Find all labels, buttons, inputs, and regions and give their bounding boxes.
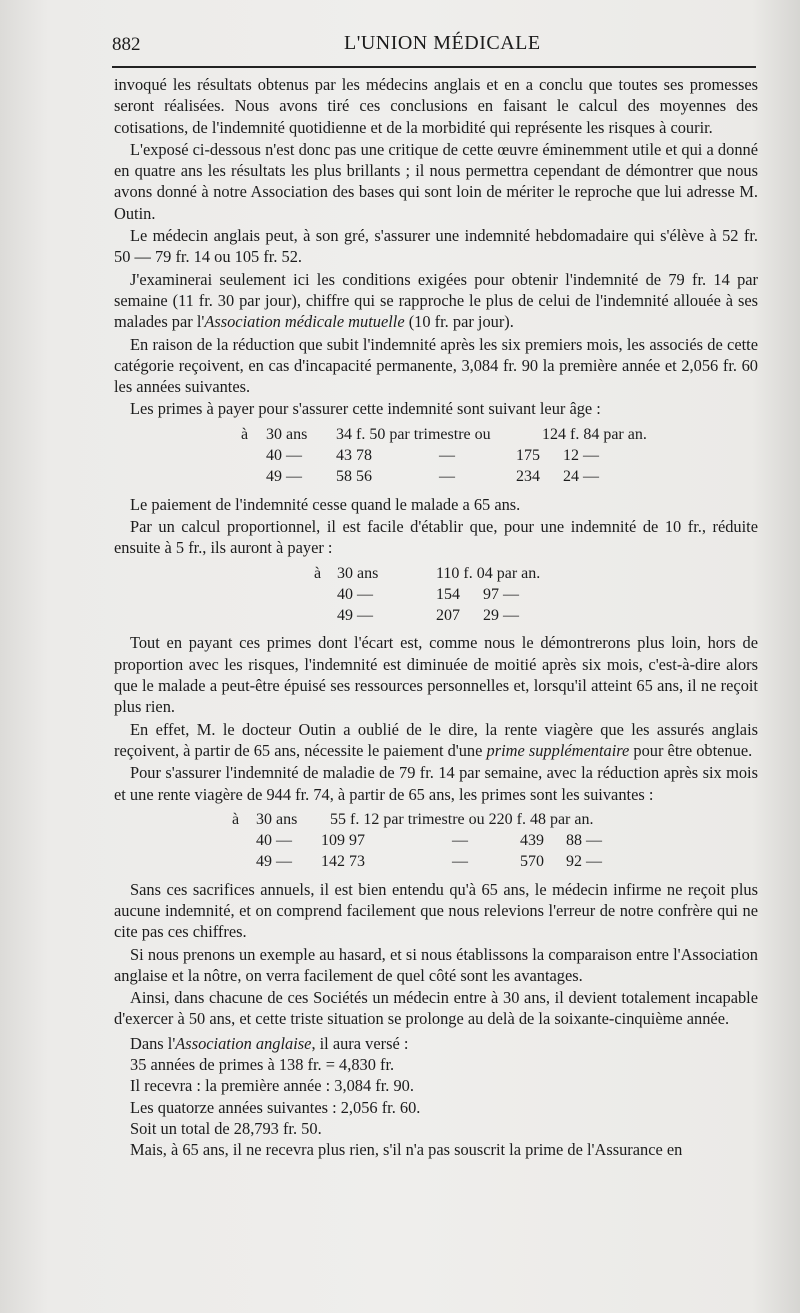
paragraph: Ainsi, dans chacune de ces Sociétés un médecin entre à 30 ans, il devient totalement incapable d'exercer à 50 ans, et cette triste situation se prolonge au delà de la soixante-cinquième année. <box>114 988 758 1029</box>
table-cell: — <box>439 447 455 465</box>
table-cell: — <box>452 853 468 871</box>
table-cell: 40 — <box>337 585 373 603</box>
paragraph: Les primes à payer pour s'assurer cette indemnité sont suivant leur âge : <box>130 399 601 419</box>
table-cell: 234 <box>516 468 540 486</box>
table-cell: — <box>452 832 468 850</box>
list-item <box>114 1033 758 1054</box>
table-row <box>114 851 758 872</box>
paragraph: Par un calcul proportionnel, il est facile d'établir que, pour une indemnité de 10 fr., réduite ensuite à 5 fr., ils auront à payer : <box>114 516 758 558</box>
running-header <box>112 30 758 58</box>
table-cell: 97 — <box>483 585 519 603</box>
table-cell: à <box>241 425 249 443</box>
table-cell: 92 — <box>566 853 602 871</box>
table-cell: 34 f. 50 par trimestre ou <box>336 425 491 443</box>
table-row <box>114 424 758 445</box>
table-cell: 49 — <box>266 468 302 486</box>
premium-table-2 <box>114 563 758 627</box>
journal-title: L'UNION MÉDICALE <box>344 32 541 54</box>
italic-text: prime supplémentaire <box>486 740 630 760</box>
table-row <box>114 605 758 626</box>
table-cell: 49 — <box>256 853 292 871</box>
paragraph <box>114 719 758 762</box>
list-item: Mais, à 65 ans, il ne recevra plus rien, s'il n'a pas souscrit la prime de l'Assurance en <box>130 1140 683 1160</box>
paragraph: Le paiement de l'indemnité cesse quand le malade a 65 ans. <box>130 494 521 514</box>
table-row <box>114 830 758 851</box>
page-number: 882 <box>112 34 141 55</box>
table-cell: 55 f. 12 par trimestre ou 220 f. 48 par an. <box>330 810 594 828</box>
paragraph-text: (10 fr. par jour). <box>404 312 514 332</box>
table-cell: à <box>232 810 240 828</box>
paragraph: L'exposé ci-dessous n'est donc pas une critique de cette œuvre éminemment utile et qui a donné en quatre ans les résultats les plus brillants ; il nous permettra cependant de démontrer que nous avons donné à notre Association des bases qui sont loin de mériter le reproche que lui adresse M. Outin. <box>114 139 758 223</box>
table-row <box>114 466 758 487</box>
table-cell: 142 73 <box>321 853 365 871</box>
table-cell: 109 97 <box>321 832 365 850</box>
comparison-list <box>114 1033 758 1161</box>
table-cell: 439 <box>520 832 544 850</box>
paragraph-text: J'examinerai seulement ici les conditions exigées pour obtenir l'indemnité de 79 fr. 14 par semaine (11 fr. 30 par jour), chiffre qui se rapproche le plus de celui de l'indemnité allouée à ses malades par l' <box>114 269 758 332</box>
paragraph: Sans ces sacrifices annuels, il est bien entendu qu'à 65 ans, le médecin infirme ne reçoit plus aucune indemnité, et on comprend facilement que nous relevions l'erreur de notre confrère qui ne cite pas ces chiffres. <box>114 879 758 942</box>
paragraph: Tout en payant ces primes dont l'écart est, comme nous le démontrerons plus loin, hors de proportion avec les risques, l'indemnité est diminuée de moitié après six mois, c'est-à-dire alors que le malade a peut-être épuisé ses ressources personnelles et, lorsqu'il atteint 65 ans, il ne reçoit plus rien. <box>114 633 758 717</box>
article-body <box>114 74 758 1161</box>
table-row <box>114 445 758 466</box>
table-row <box>114 563 758 584</box>
table-cell: 24 — <box>563 468 599 486</box>
table-cell: 154 <box>436 585 460 603</box>
table-cell: 12 — <box>563 447 599 465</box>
table-cell: 49 — <box>337 607 373 625</box>
table-cell: 124 f. 84 par an. <box>542 425 647 443</box>
paragraph: Si nous prenons un exemple au hasard, et si nous établissons la comparaison entre l'Association anglaise et la nôtre, on verra facilement de quel côté sont les avantages. <box>114 944 758 985</box>
table-cell: 30 ans <box>266 425 308 443</box>
list-item: Les quatorze années suivantes : 2,056 fr. 60. <box>130 1097 421 1117</box>
list-text: Dans l' <box>130 1033 176 1053</box>
italic-text: Association anglaise <box>175 1033 312 1053</box>
table-cell: 43 78 <box>336 447 372 465</box>
table-cell: 570 <box>520 853 544 871</box>
list-text: , il aura versé : <box>311 1033 409 1053</box>
table-cell: 58 56 <box>336 468 372 486</box>
list-item: 35 années de primes à 138 fr. = 4,830 fr. <box>130 1055 395 1075</box>
premium-table-3 <box>114 809 758 873</box>
table-cell: 110 f. 04 par an. <box>436 564 541 582</box>
header-rule <box>112 66 756 68</box>
paragraph: Pour s'assurer l'indemnité de maladie de 79 fr. 14 par semaine, avec la réduction après six mois et une rente viagère de 944 fr. 74, à partir de 65 ans, les primes sont les suivantes : <box>114 763 758 804</box>
table-cell: 40 — <box>266 447 302 465</box>
table-cell: 175 <box>516 447 540 465</box>
paragraph: invoqué les résultats obtenus par les médecins anglais et en a conclu que toutes ses promesses seront réalisées. Nous avons tiré ces conclusions en faisant le calcul des moyennes des cotisations, de l'indemnité quotidienne et de la morbidité qui représente les risques à courir. <box>114 75 758 137</box>
table-cell: 29 — <box>483 607 519 625</box>
table-cell: 207 <box>436 607 460 625</box>
italic-text: Association médicale mutuelle <box>204 312 405 332</box>
list-item: Il recevra : la première année : 3,084 fr. 90. <box>130 1076 414 1096</box>
table-cell: 30 ans <box>337 564 379 582</box>
table-row <box>114 584 758 605</box>
paragraph <box>114 269 758 333</box>
table-cell: à <box>314 564 322 582</box>
list-item: Soit un total de 28,793 fr. 50. <box>130 1118 322 1138</box>
table-cell: 88 — <box>566 832 602 850</box>
premium-table-1 <box>114 424 758 488</box>
paragraph-text: pour être obtenue. <box>629 740 753 760</box>
table-cell: 40 — <box>256 832 292 850</box>
paragraph-text: En effet, M. le docteur Outin a oublié de le dire, la rente viagère que les assurés anglais reçoivent, à partir de 65 ans, nécessite le paiement d'une <box>114 719 758 760</box>
table-row <box>114 809 758 830</box>
paragraph: En raison de la réduction que subit l'indemnité après les six premiers mois, les associés de cette catégorie reçoivent, en cas d'incapacité permanente, 3,084 fr. 90 la première année et 2,056 fr. 60 les années suivantes. <box>114 334 758 397</box>
table-cell: — <box>439 468 455 486</box>
table-cell: 30 ans <box>256 810 298 828</box>
paragraph: Le médecin anglais peut, à son gré, s'assurer une indemnité hebdomadaire qui s'élève à 52 fr. 50 — 79 fr. 14 ou 105 fr. 52. <box>114 226 758 267</box>
